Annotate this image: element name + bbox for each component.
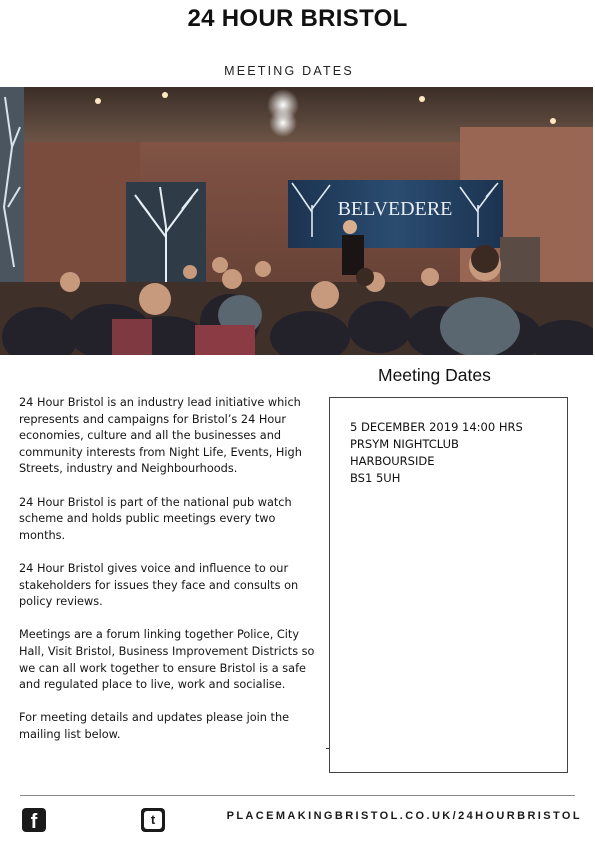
divider-mark — [326, 748, 329, 749]
twitter-icon[interactable]: t — [141, 808, 165, 832]
meeting-postcode: BS1 5UH — [350, 471, 401, 485]
venue-sign: BELVEDERE — [337, 198, 453, 220]
page-subtitle: MEETING DATES — [224, 64, 354, 78]
meeting-dates-heading: Meeting Dates — [378, 365, 491, 385]
footer-divider — [20, 795, 575, 796]
intro-text — [19, 395, 319, 760]
meeting-venue: PRSYM NIGHTCLUB — [350, 437, 459, 451]
intro-paragraph: 24 Hour Bristol gives voice and influence to our stakeholders for issues they face and consults on policy reviews. — [19, 561, 299, 609]
intro-paragraph: Meetings are a forum linking together Police, City Hall, Visit Bristol, Business Improvement Districts so we can all work together to ensure Bristol is a safe and regulated place to live, work and socialise. — [19, 628, 315, 692]
website-link[interactable]: PLACEMAKINGBRISTOL.CO.UK/24HOURBRISTOL — [226, 810, 582, 822]
intro-paragraph: 24 Hour Bristol is part of the national pub watch scheme and holds public meetings every two months. — [19, 495, 292, 542]
meeting-date: 5 DECEMBER 2019 14:00 HRS — [350, 420, 523, 434]
meeting-photo — [0, 87, 593, 355]
meeting-area: HARBOURSIDE — [350, 454, 435, 468]
intro-paragraph: 24 Hour Bristol is an industry lead initiative which represents and campaigns for Bristol’s 24 Hour economies, culture and all the businesses and community interests from Night Life, Events, High Streets, industry and Neighbourhoods. — [19, 396, 302, 476]
meeting-dates-box — [329, 397, 568, 773]
page-title: 24 HOUR BRISTOL — [187, 5, 408, 32]
intro-paragraph: For meeting details and updates please join the mailing list below. — [19, 711, 290, 741]
facebook-icon[interactable]: f — [22, 808, 46, 832]
